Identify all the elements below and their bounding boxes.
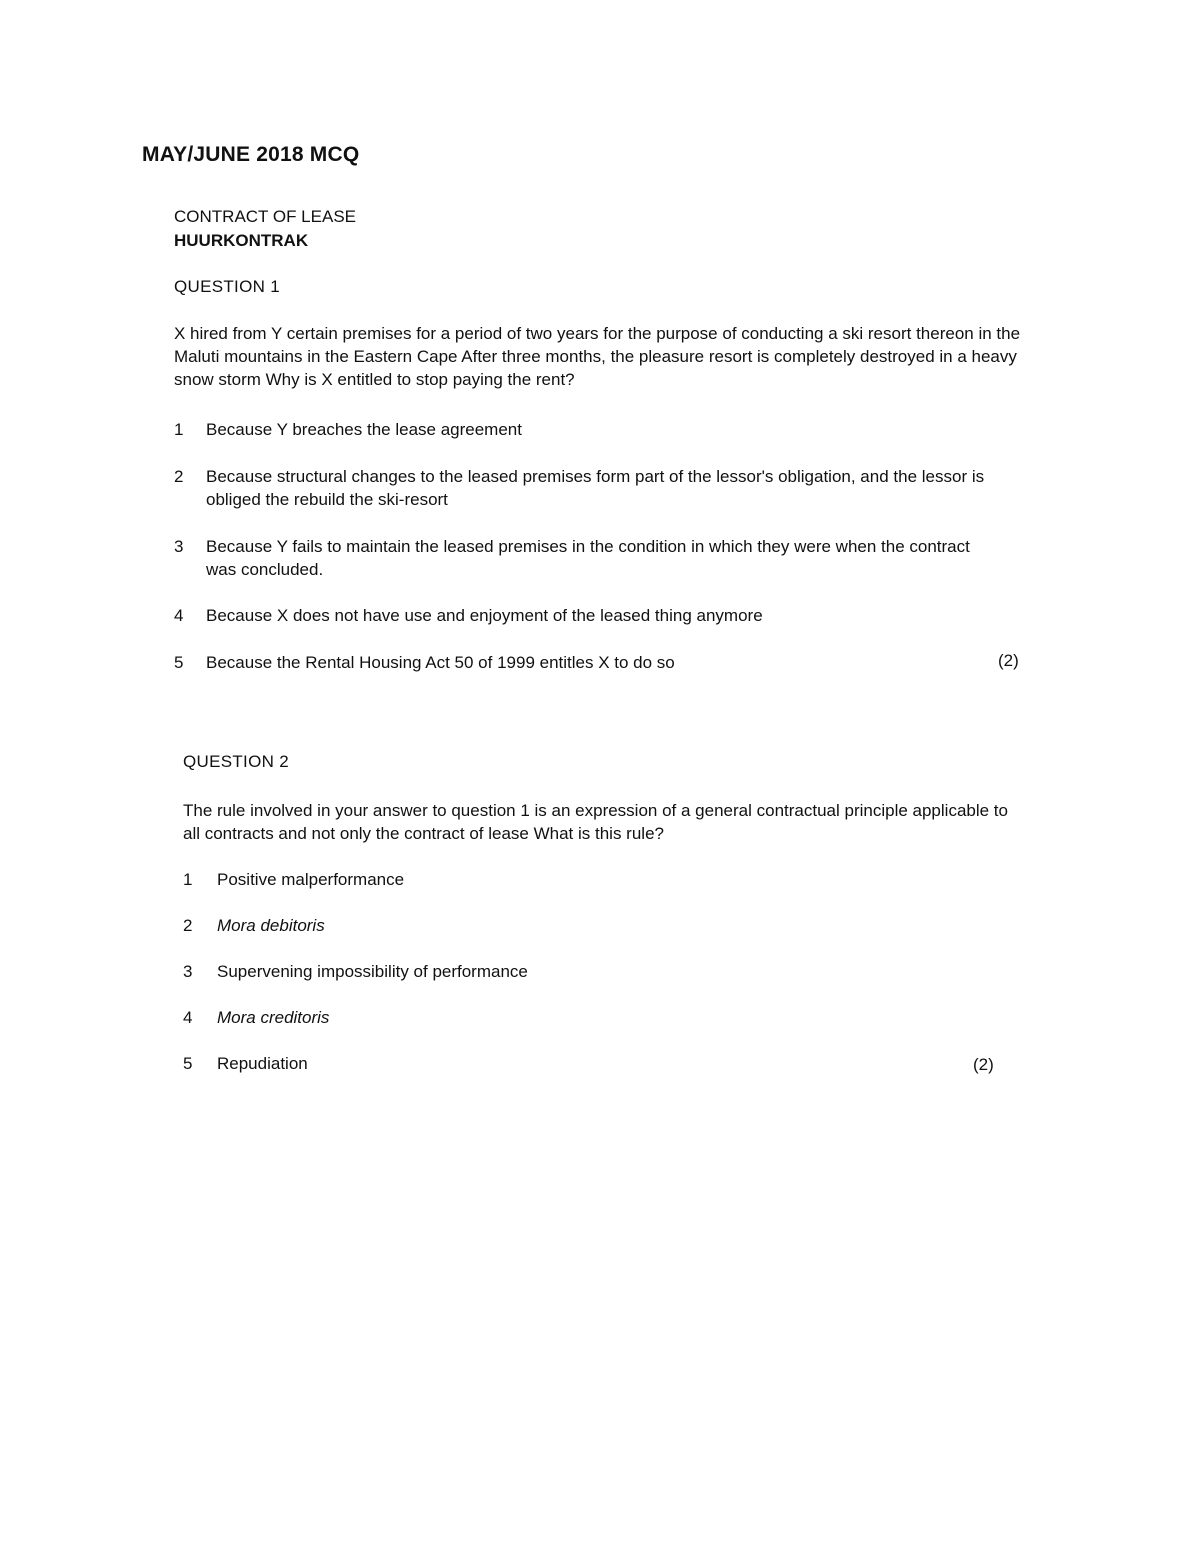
option-number: 4 (174, 606, 184, 625)
option-number: 4 (183, 1008, 193, 1027)
option-text: Because Y fails to maintain the leased premises in the condition in which they were when the contract was concluded. (206, 537, 970, 579)
option-number: 3 (183, 962, 193, 981)
option-number: 5 (174, 653, 184, 672)
option-text: Because structural changes to the leased premises form part of the lessor's obligation, and the lessor is obliged the rebuild the ski-resort (206, 467, 985, 509)
section-heading-english: CONTRACT OF LEASE (174, 207, 356, 226)
option-text: Because X does not have use and enjoyment of the leased thing anymore (206, 606, 763, 625)
question-2-text: The rule involved in your answer to question 1 is an expression of a general contractual principle applicable to all contracts and not only the contract of lease What is this rule? (183, 801, 1008, 843)
section-heading (174, 205, 356, 253)
option-text: Supervening impossibility of performance (217, 962, 528, 981)
option-number: 1 (183, 870, 193, 889)
question-1-marks: (2) (998, 651, 1019, 670)
question-2-marks: (2) (973, 1055, 994, 1074)
option-text: Positive malperformance (217, 870, 405, 889)
section-heading-afrikaans: HUURKONTRAK (174, 231, 309, 250)
option-text: Repudiation (217, 1054, 308, 1073)
option-number: 3 (174, 537, 184, 556)
page-title: MAY/JUNE 2018 MCQ (142, 143, 360, 166)
question-1-text: X hired from Y certain premises for a period of two years for the purpose of conducting a ski resort thereon in the Maluti mountains in the Eastern Cape After three months, the pleasure resort is completely destroyed in a heavy snow storm Why is X entitled to stop paying the rent? (174, 324, 1021, 389)
option-text: Because Y breaches the lease agreement (206, 420, 522, 439)
option-number: 2 (174, 467, 184, 486)
option-number: 5 (183, 1054, 193, 1073)
option-text: Mora creditoris (217, 1008, 330, 1027)
option-text: Mora debitoris (217, 916, 325, 935)
question-1-label: QUESTION 1 (174, 277, 280, 296)
option-text: Because the Rental Housing Act 50 of 1999 entitles X to do so (206, 653, 675, 672)
question-2-label: QUESTION 2 (183, 752, 289, 771)
option-number: 2 (183, 916, 193, 935)
option-number: 1 (174, 420, 184, 439)
